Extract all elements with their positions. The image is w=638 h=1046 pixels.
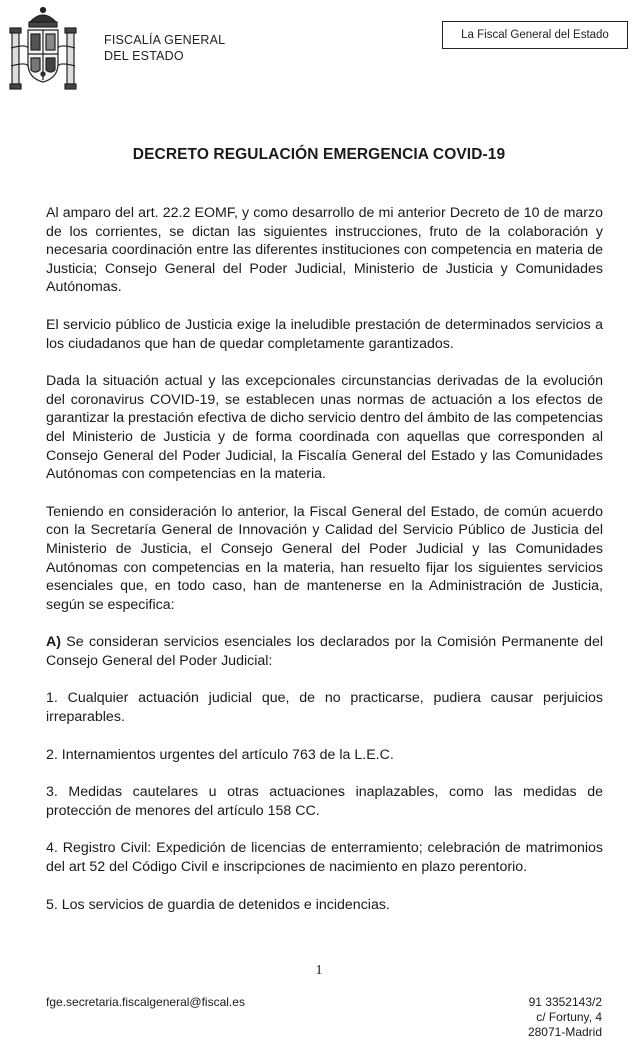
issuer-box: La Fiscal General del Estado — [442, 21, 628, 49]
organization-name — [104, 32, 225, 64]
paragraph-1: Al amparo del art. 22.2 EOMF, y como desarrollo de mi anterior Decreto de 10 de marzo de los corrientes, se dictan las siguientes instrucciones, fruto de la colaboración y necesaria coordinación entre las diferentes instituciones con competencia en materia de Justicia; Consejo General del Poder Judicial, Ministerio de Justicia y Comunidades Autónomas. — [46, 205, 603, 296]
paragraph-2: El servicio público de Justicia exige la ineludible prestación de determinados servicios a los ciudadanos que han de quedar completamente garantizados. — [46, 316, 603, 352]
footer-city: 28071-Madrid — [527, 1025, 602, 1039]
section-a-text: Se consideran servicios esenciales los declarados por la Comisión Permanente del Consejo General del Poder Judicial: — [46, 634, 603, 669]
coat-of-arms-emblem — [8, 4, 78, 96]
org-line-1: FISCALÍA GENERAL — [104, 33, 226, 47]
document-title: DECRETO REGULACIÓN EMERGENCIA COVID-19 — [132, 146, 506, 163]
list-item-5: 5. Los servicios de guardia de detenidos e incidencias. — [46, 896, 390, 913]
org-line-2: DEL ESTADO — [104, 49, 184, 63]
list-item-2: 2. Internamientos urgentes del artículo 763 de la L.E.C. — [46, 746, 394, 763]
document-body — [46, 204, 603, 933]
list-item-3: 3. Medidas cautelares u otras actuaciones inaplazables, como las medidas de protección de menores del artículo 158 CC. — [46, 784, 603, 819]
paragraph-3: Dada la situación actual y las excepcionales circunstancias derivadas de la evolución del coronavirus COVID-19, se establecen unas normas de actuación a los efectos de garantizar la prestación efectiva de dicho servicio dentro del ámbito de las competencias del Ministerio de Justicia y de forma coordinada con aquellas que corresponden al Consejo General del Poder Judicial, la Fiscalía General del Estado y las Comunidades Autónomas con competencias en la materia. — [46, 373, 603, 483]
page-number: 1 — [315, 963, 323, 978]
footer-email: fge.secretaria.fiscalgeneral@fiscal.es — [46, 995, 245, 1009]
footer-street: c/ Fortuny, 4 — [536, 1010, 602, 1024]
list-item-1: 1. Cualquier actuación judicial que, de no practicarse, pudiera causar perjuicios irreparables. — [46, 690, 603, 726]
footer-phone: 91 3352143/2 — [528, 995, 602, 1009]
section-a-label: A) — [46, 634, 61, 651]
paragraph-4: Teniendo en consideración lo anterior, la Fiscal General del Estado, de común acuerdo con la Secretaría General de Innovación y Calidad del Servicio Público de Justicia del Ministerio de Justicia, el Consejo General del Poder Judicial y las Comunidades Autónomas con competencias en la materia, han resuelto fijar los siguientes servicios esenciales que, en todo caso, han de mantenerse en la Administración de Justicia, según se especifica: — [46, 503, 603, 613]
footer-address — [528, 995, 602, 1040]
list-item-4: 4. Registro Civil: Expedición de licencias de enterramiento; celebración de matrimonios del art 52 del Código Civil e inscripciones de nacimiento en plazo perentorio. — [46, 840, 603, 876]
section-a — [46, 633, 603, 670]
